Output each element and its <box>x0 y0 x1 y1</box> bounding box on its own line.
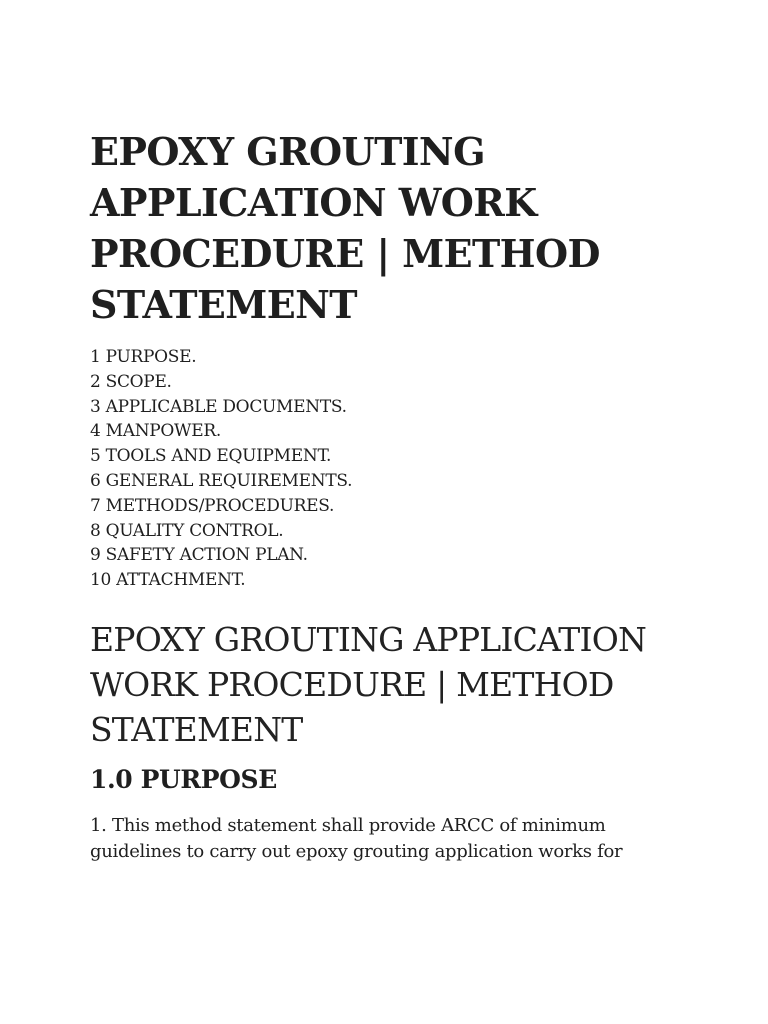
toc-item: 7 METHODS/PROCEDURES. <box>90 495 335 516</box>
toc-item: 4 MANPOWER. <box>90 421 221 442</box>
toc-item: 6 GENERAL REQUIREMENTS. <box>90 470 353 491</box>
toc-item: 1 PURPOSE. <box>90 347 197 367</box>
toc-item: 3 APPLICABLE DOCUMENTS. <box>90 396 347 417</box>
table-of-contents <box>90 345 730 593</box>
toc-item: 9 SAFETY ACTION PLAN. <box>90 545 308 566</box>
section-heading-purpose: 1.0 PURPOSE <box>90 764 277 794</box>
toc-item: 5 TOOLS AND EQUIPMENT. <box>90 446 332 467</box>
toc-item: 2 SCOPE. <box>90 371 172 392</box>
document-page <box>90 126 730 865</box>
toc-item: 8 QUALITY CONTROL. <box>90 520 284 541</box>
document-title: EPOXY GROUTING APPLICATION WORK PROCEDURE | METHOD STATEMENT <box>90 129 600 327</box>
purpose-paragraph: 1. This method statement shall provide ARCC of minimum guidelines to carry out epoxy grouting application works for <box>90 814 623 862</box>
document-subtitle: EPOXY GROUTING APPLICATION WORK PROCEDURE | METHOD STATEMENT <box>90 619 647 749</box>
toc-item: 10 ATTACHMENT. <box>90 570 246 591</box>
